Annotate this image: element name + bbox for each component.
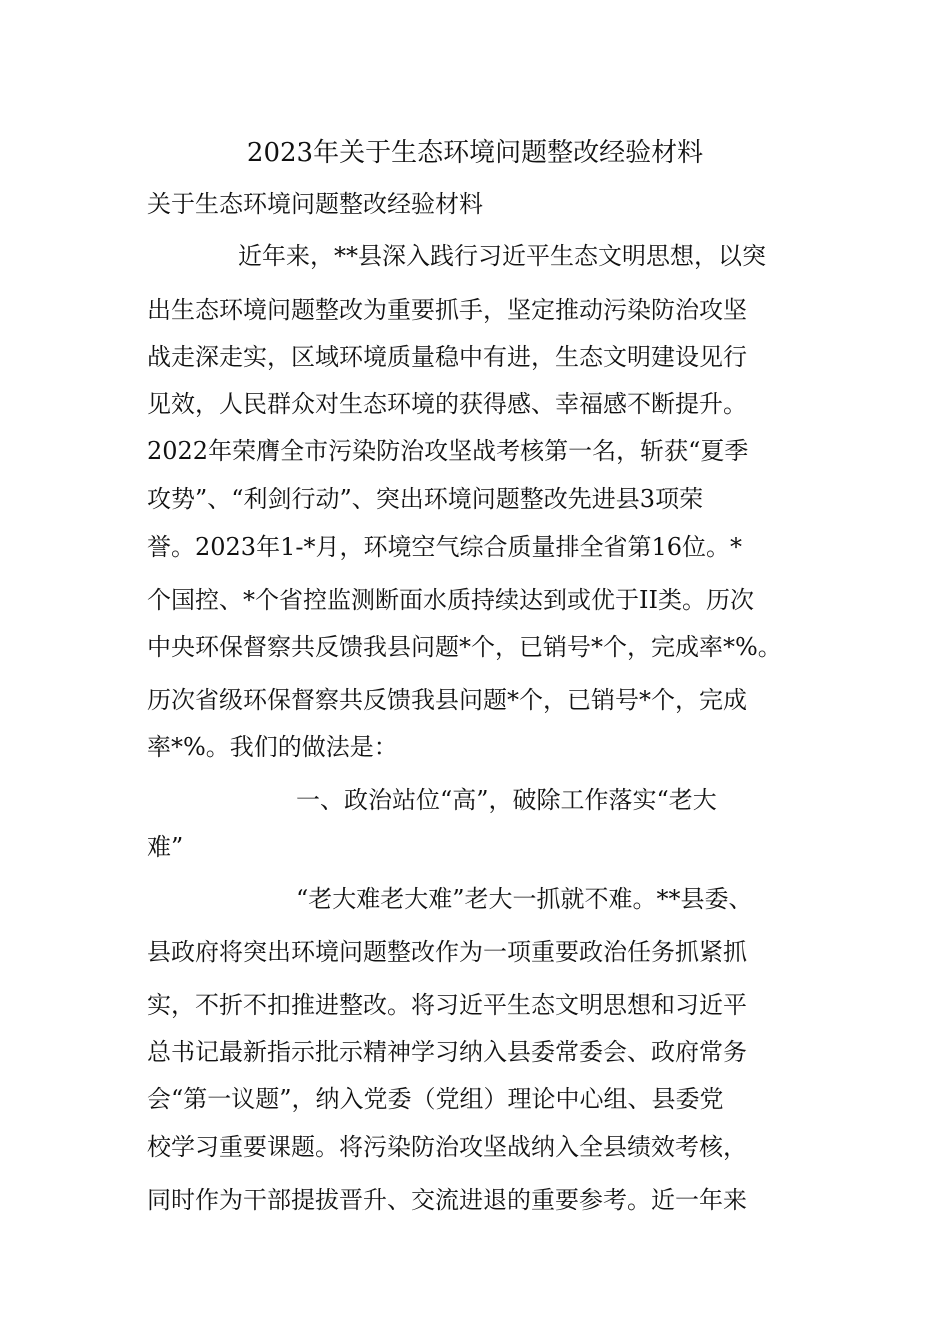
section-heading-continued: 难”	[147, 833, 184, 861]
document-title: 2023年关于生态环境问题整改经验材料	[246, 138, 704, 168]
paragraph-line: 校学习重要课题。将污染防治攻坚战纳入全县绩效考核，	[147, 1133, 747, 1161]
document-subtitle: 关于生态环境问题整改经验材料	[147, 190, 483, 218]
section-heading: 一、政治站位“高”，破除工作落实“老大	[296, 786, 717, 814]
paragraph-line: 出生态环境问题整改为重要抓手，坚定推动污染防治攻坚	[147, 296, 747, 324]
paragraph-line: 实，不折不扣推进整改。将习近平生态文明思想和习近平	[147, 991, 747, 1019]
paragraph-line: 县政府将突出环境问题整改作为一项重要政治任务抓紧抓	[147, 938, 747, 966]
paragraph-line: 中央环保督察共反馈我县问题*个，已销号*个，完成率*%。	[147, 633, 782, 661]
paragraph-line: 同时作为干部提拔晋升、交流进退的重要参考。近一年来	[147, 1186, 747, 1214]
paragraph-line: 攻势”、“利剑行动”、突出环境问题整改先进县3项荣	[147, 485, 704, 513]
paragraph-line: 战走深走实，区域环境质量稳中有进，生态文明建设见行	[147, 343, 747, 371]
paragraph-line: 近年来，**县深入践行习近平生态文明思想，以突	[238, 242, 766, 270]
paragraph-line: 2022年荣膺全市污染防治攻坚战考核第一名，斩获“夏季	[147, 437, 749, 465]
paragraph-line: 历次省级环保督察共反馈我县问题*个，已销号*个，完成	[147, 686, 747, 714]
paragraph-line: 总书记最新指示批示精神学习纳入县委常委会、政府常务	[147, 1038, 747, 1066]
paragraph-line: 个国控、*个省控监测断面水质持续达到或优于II类。历次	[147, 586, 754, 614]
paragraph-line: 率*%。我们的做法是：	[147, 733, 398, 761]
paragraph-line: 见效，人民群众对生态环境的获得感、幸福感不断提升。	[147, 390, 747, 418]
paragraph-line: “老大难老大难”老大一抓就不难。**县委、	[296, 885, 753, 913]
paragraph-line: 誉。2023年1-*月，环境空气综合质量排全省第16位。*	[147, 533, 742, 561]
paragraph-line: 会“第一议题”，纳入党委（党组）理论中心组、县委党	[147, 1085, 724, 1113]
